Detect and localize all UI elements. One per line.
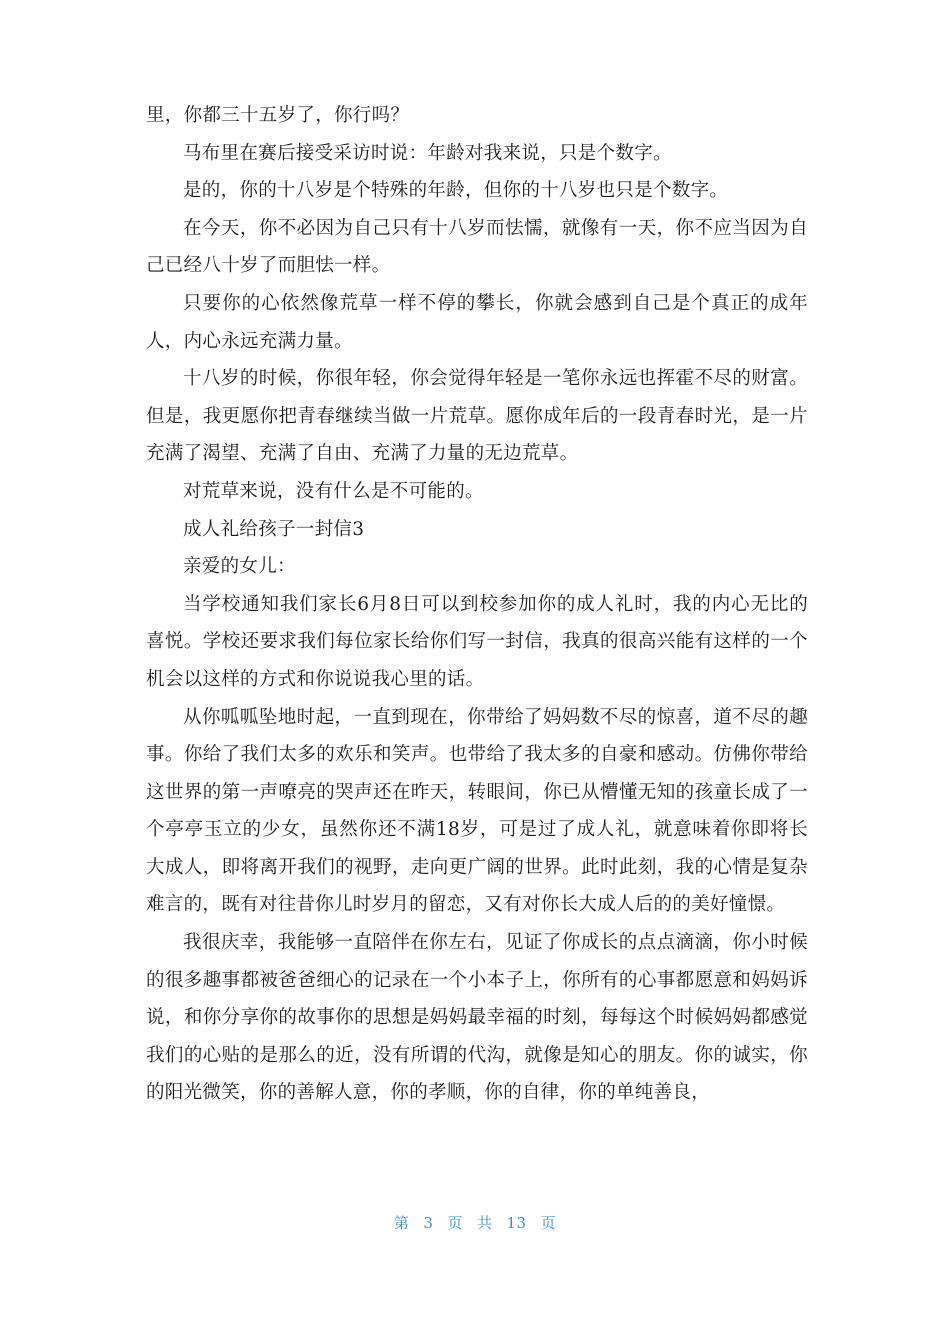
paragraph: 在今天，你不必因为自己只有十八岁而怯懦，就像有一天，你不应当因为自己已经八十岁了而胆怯一样。: [146, 217, 808, 277]
letter-salutation: 亲爱的女儿：: [183, 556, 296, 578]
footer-gong: 共: [476, 1214, 493, 1232]
section-heading: 成人礼给孩子一封信3: [183, 518, 365, 540]
document-body: [146, 97, 808, 1112]
paragraph: 当学校通知我们家长6月8日可以到校参加你的成人礼时，我的内心无比的喜悦。学校还要求我们每位家长给你们写一封信，我真的很高兴能有这样的一个机会以这样的方式和你说说我心里的话。: [146, 593, 808, 690]
page-footer: [0, 1212, 950, 1233]
footer-di: 第: [393, 1214, 410, 1232]
paragraph: 只要你的心依然像荒草一样不停的攀长，你就会感到自己是个真正的成年人，内心永远充满力量。: [146, 292, 808, 352]
paragraph: 十八岁的时候，你很年轻，你会觉得年轻是一笔你永远也挥霍不尽的财富。但是，我更愿你把青春继续当做一片荒草。愿你成年后的一段青春时光，是一片充满了渴望、充满了自由、充满了力量的无边荒草。: [146, 368, 808, 465]
paragraph: 从你呱呱坠地时起，一直到现在，你带给了妈妈数不尽的惊喜，道不尽的趣事。你给了我们太多的欢乐和笑声。也带给了我太多的自豪和感动。仿佛你带给这世界的第一声嘹亮的哭声还在昨天，转眼间，你已从懵懂无知的孩童长成了一个亭亭玉立的少女，虽然你还不满18岁，可是过了成人礼，就意味着你即将长大成人，即将离开我们的视野，走向更广阔的世界。此时此刻，我的心情是复杂难言的，既有对往昔你儿时岁月的留恋，又有对你长大成人后的的美好憧憬。: [146, 706, 808, 916]
footer-current-page: 3: [423, 1214, 434, 1232]
footer-total-pages: 13: [506, 1214, 527, 1232]
footer-ye: 页: [447, 1214, 463, 1232]
paragraph: 是的，你的十八岁是个特殊的年龄，但你的十八岁也只是个数字。: [183, 180, 729, 202]
paragraph: 马布里在赛后接受采访时说：年龄对我来说，只是个数字。: [183, 142, 672, 164]
paragraph: 我很庆幸，我能够一直陪伴在你左右，见证了你成长的点点滴滴，你小时候的很多趣事都被爸爸细心的记录在一个小本子上，你所有的心事都愿意和妈妈诉说，和你分享你的故事你的思想是妈妈最幸福的时刻，每每这个时候妈妈都感觉我们的心贴的是那么的近，没有所谓的代沟，就像是知心的朋友。你的诚实，你的阳光微笑，你的善解人意，你的孝顺，你的自律，你的单纯善良，: [146, 932, 808, 1104]
paragraph: 对荒草来说，没有什么是不可能的。: [183, 480, 484, 502]
paragraph-continuation: 里，你都三十五岁了，你行吗？: [146, 105, 410, 126]
footer-ye2: 页: [540, 1214, 557, 1232]
